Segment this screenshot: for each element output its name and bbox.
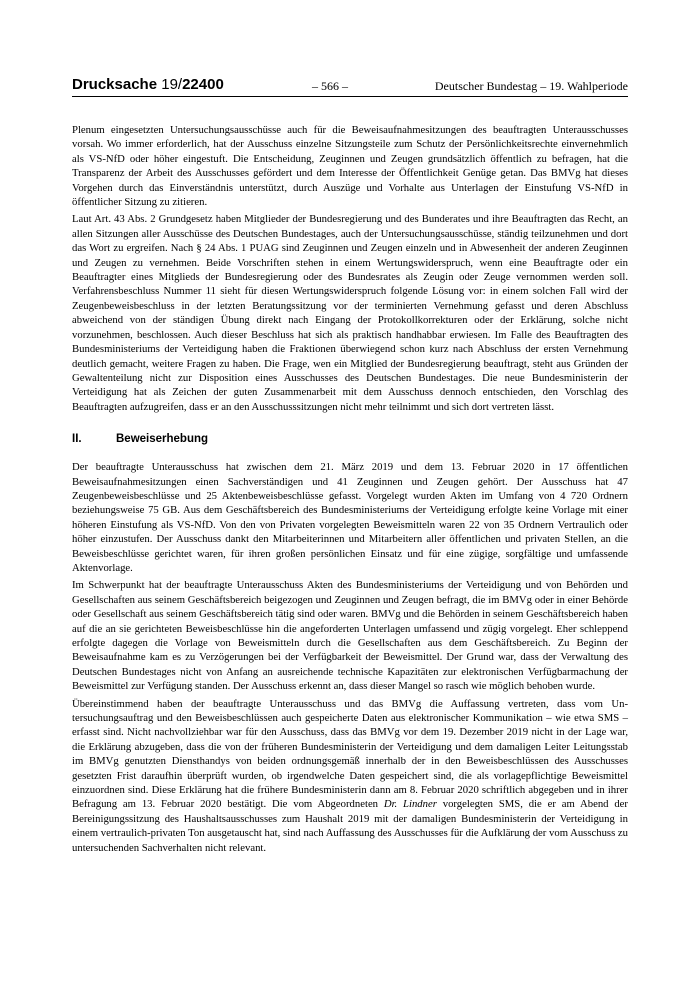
drucksache-prefix: 19/ — [161, 76, 183, 93]
header-right-text: Deutscher Bundestag – 19. Wahlperiode — [434, 79, 628, 93]
italic-name: Dr. Lindner — [383, 798, 437, 811]
paragraph-last — [72, 697, 628, 855]
section-number: II. — [72, 433, 82, 446]
paragraph: Plenum eingesetzten Untersuchungsausschüsse auch für die Beweisaufnahmesitzungen des beauftragten Unterausschusses vorsah. Wo immer erforderlich, hat der Ausschuss einzelne Sitzungsteile zum Schutz der Persönlichkeitsrechte einvernehmlich als VS-NfD oder höher eingestuft. Die Entscheidung, Zeuginnen und Zeugen grundsätzlich öffentlich zu befragen, hat die Transparenz der Arbeit des Ausschusses gefördert und dem Interesse der Öffentlichkeit Genüge getan. Das BMVg hat dieses Vorgehen durch das Einverständnis unterstützt, durch Auszüge und Vorhalte aus Unterlagen der Einstufung VS-NfD in öffentlicher Sitzung zu zitieren. — [72, 124, 628, 209]
drucksache-number — [72, 76, 224, 94]
drucksache-id: 22400 — [182, 76, 224, 93]
paragraph-tail: vorgelegten SMS, die er am Abend der Bereinigungssitzung des Haushaltsausschusses zum Haushalt 2019 mit der damaligen Bundesministerin der Verteidigung in einem vertraulich-privaten Ton ausgetauscht hat, sind nach Auffassung des Ausschusses für die Aufklärung der vom Ausschuss zu untersuchenden Sachverhalten nicht relevant. — [72, 798, 628, 854]
paragraph: Im Schwerpunkt hat der beauftragte Unterausschuss Akten des Bundesministeriums der Verteidigung und von Behörden und Gesellschaften aus seinem Geschäftsbereich beigezogen und Zeuginnen und Zeugen befragt, die im BMVg oder in einer Behörde oder Gesellschaft aus seinem Geschäftsbereich tätig sind oder waren. BMVg und die Behörden in seinem Geschäftsbereich haben auf die an sie gerichteten Beweisbeschlüsse hin die angeforderten Unterlagen umfassend und zügig vorgelegt. Eher schleppend erfolgte dagegen die Vorlage von Beweismitteln durch die Gesellschaften aus dem Geschäftsbereich. Zu Beginn der Beweisaufnahme kam es zu Verzögerungen bei der Verfügbarkeit der Beweismittel. Der Grund war, dass der Verwaltung des Deutschen Bundestages nicht von Anfang an ausreichende technische Kapazitäten zur elektronischen Verfügbarmachung der Beweismittel zur Verfügung standen. Der Ausschuss erkennt an, dass dieser Mangel so rasch wie möglich behoben wurde. — [72, 579, 628, 693]
section-heading — [72, 431, 628, 447]
paragraph: Laut Art. 43 Abs. 2 Grundgesetz haben Mitglieder der Bundesregierung und des Bunderates und ihre Beauftragten das Recht, an allen Sitzungen aller Ausschüsse des Deutschen Bundestages, auch der Untersuchungsausschüsse, ständig teilzunehmen und dort das Wort zu ergreifen. Nach § 24 Abs. 1 PUAG sind Zeuginnen und Zeugen einzeln und in Abwesenheit der anderen Zeuginnen und Zeugen zu vernehmen. Beide Vorschriften stehen in einem Wertungswiderspruch, wenn eine Beauftragte oder ein Beauftragter eines Mitglieds der Bundesregierung oder des Bundesrates als Zeugin oder Zeuge vernommen werden soll. Verfahrensbeschluss Nummer 11 sieht für diesen Wertungswiderspruch folgende Lösung vor: in einem solchen Fall wird der Zeugenbeweisbeschluss in der letzten Beratungssitzung vor der terminierten Vernehmung gefasst und deren Abschluss abweichend von der ständigen Übung direkt nach Eingang der Protokollkorrekturen oder der Erklärung, solche nicht vorzunehmen, beschlossen. Auch dieser Beschluss hat sich als praktisch handhabbar erwiesen. Im Falle des Beauftragten des Bundesministeriums der Verteidigung haben die Fraktionen überwiegend schon kurz nach Abschluss der ersten Vernehmung deutlich gemacht, weitere Fragen zu haben. Die Frage, wen ein Mitglied der Bundesregierung beauftragt, steht aus Gründen der Gewaltenteilung nicht zur Disposition eines Ausschusses des Deutschen Bundestages. Die neue Bundesministerin der Verteidigung hat als Zeichen der guten Zusammenarbeit mit dem Ausschuss dennoch entschieden, den Vorschlag des Beauftragten aufzugreifen, dass er an den Ausschusssitzungen nicht mehr teilnimmt und sich dort vertreten lässt. — [72, 213, 628, 413]
page-number: – 566 – — [312, 79, 348, 93]
page-header — [72, 76, 628, 97]
drucksache-label: Drucksache — [72, 76, 158, 93]
paragraph: Der beauftragte Unterausschuss hat zwischen dem 21. März 2019 und dem 13. Februar 2020 in 17 öffentlichen Beweisaufnahmesitzungen einen Sachverständigen und 41 Zeuginnen und Zeugen gehört. Der Ausschuss hat 47 Zeugenbeweisbeschlüsse und 25 Aktenbeweisbeschlüsse gefasst. Vorgelegt wurden Akten im Umfang von 4 720 Ordnern beziehungsweise 75 GB. Aus dem Geschäftsbereich des Bundesministeriums der Verteidigung erfolgte keine Vorlage mit einer höheren Einstufung als VS-NfD. Von den von Privaten vorgelegten Beweismitteln waren 22 von 35 Ordnern Vertraulich oder höher einzustufen. Der Ausschuss dankt den Mitarbeiterinnen und Mitarbeitern aller öffentlichen und privaten Stellen, an die Beweisbeschlüsse gerichtet waren, für ihren großen persönlichen Einsatz und für eine zügige, sorgfältige und umfassende Aktenvorlage. — [72, 461, 628, 574]
section-title: Beweiserhebung — [116, 433, 209, 446]
paragraph-text: Übereinstimmend haben der beauftragte Unterausschuss und das BMVg die Auffassung vertreten, dass vom Untersuchungsauftrag und den Beweisbeschlüssen auch gespeicherte Daten aus elektronischer Kommunikation – wie etwa SMS – erfasst sind. Nicht nachvollziehbar war für den Ausschuss, dass das BMVg vor dem 19. Dezember 2019 nicht in der Lage war, die Erklärung abzugeben, dass die von der früheren Bundesministerin der Verteidigung und dem damaligen Leiter Leitungsstab im BMVg genutzten Diensthandys von beiden ordnungsgemäß innerhalb der in den Beweisbeschlüssen des Ausschusses gesetzten Frist daraufhin überprüft wurden, ob irgendwelche Daten gespeichert sind, die als vorlagepflichtige Beweismittel einzuordnen sind. Diese Erklärung hat die frühere Bundesministerin dann am 8. Februar 2020 schriftlich abgegeben und in ihrer Befragung am 13. Februar 2020 bestätigt. Die vom Abgeordneten — [72, 697, 628, 811]
document-body — [72, 123, 628, 858]
